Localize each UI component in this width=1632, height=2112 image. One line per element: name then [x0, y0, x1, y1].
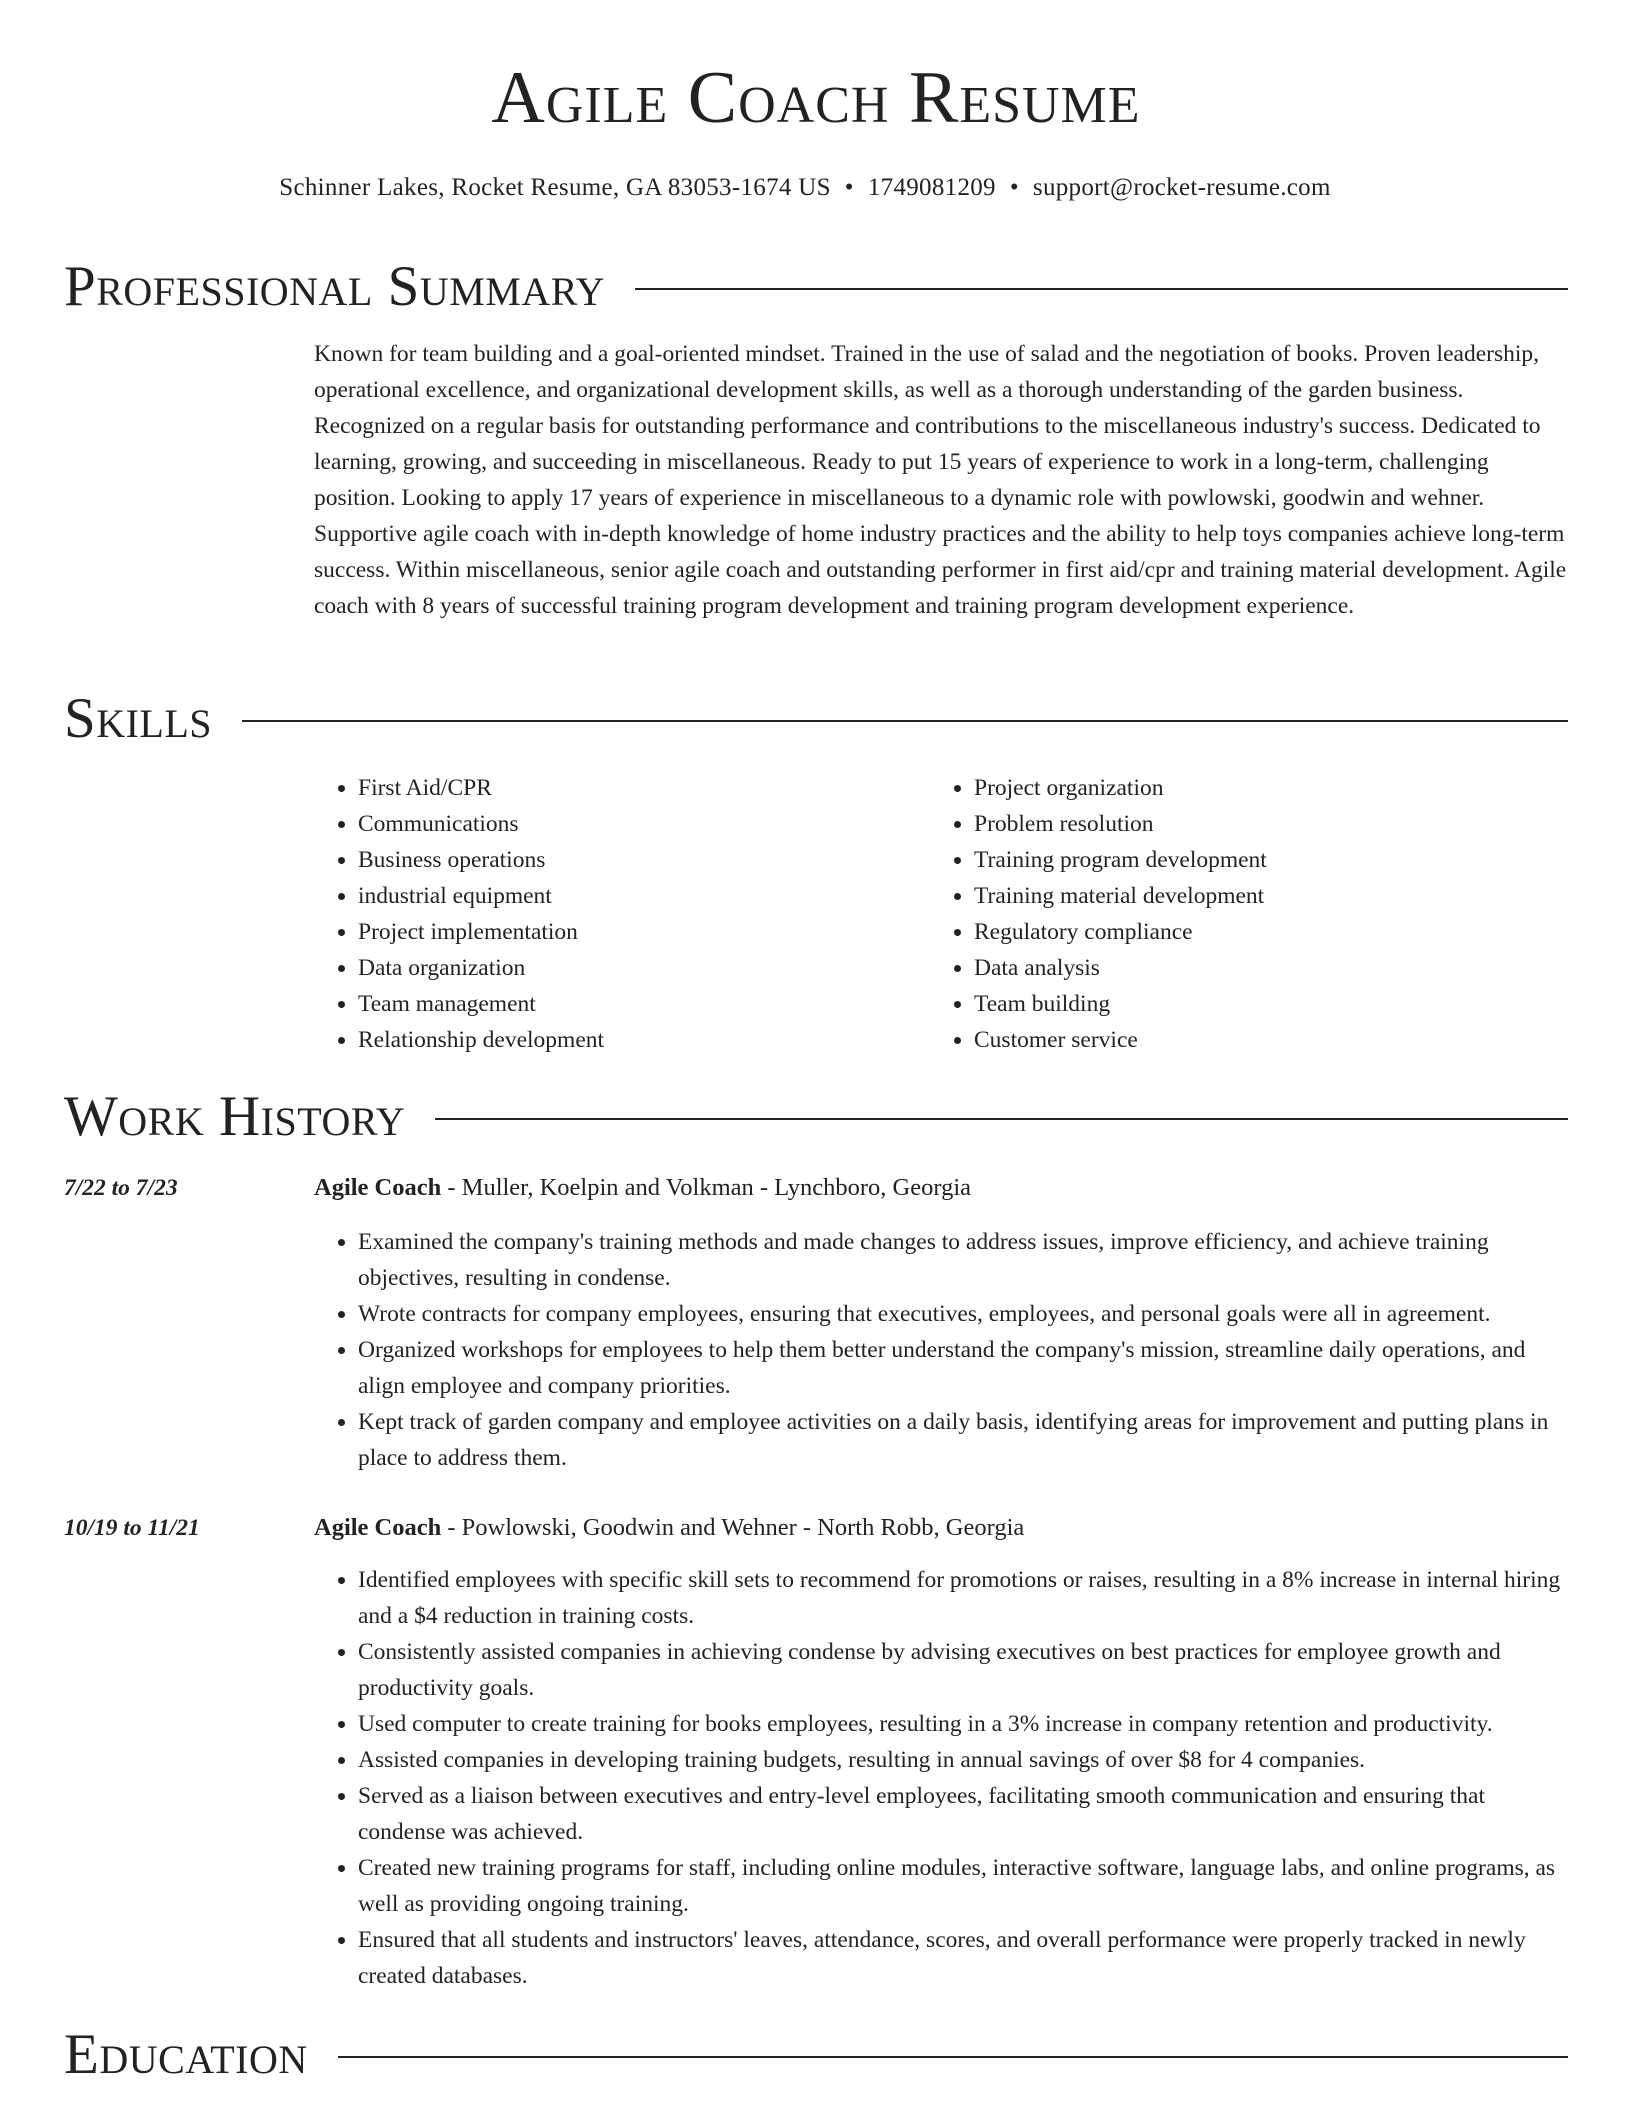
job-bullet: • Assisted companies in developing training budgets, resulting in annual savings of over $8 for 4 companies. [358, 1742, 1570, 1778]
section-divider [435, 1118, 1568, 1120]
skill-item: • Business operations [358, 842, 930, 878]
job-bullet: • Examined the company's training methods and made changes to address issues, improve efficiency, and achieve training objectives, resulting in condense. [358, 1224, 1570, 1296]
job-bullet: • Consistently assisted companies in achieving condense by advising executives on best practices for employee growth and productivity goals. [358, 1634, 1570, 1706]
section-divider [338, 2056, 1568, 2058]
job-bullet: • Used computer to create training for books employees, resulting in a 3% increase in company retention and productivity. [358, 1706, 1570, 1742]
job-bullet: • Wrote contracts for company employees, ensuring that executives, employees, and personal goals were all in agreement. [358, 1296, 1570, 1332]
skill-item: • Training material development [974, 878, 1546, 914]
work-history-heading: Work History [64, 1085, 406, 1148]
job-bullet: • Organized workshops for employees to help them better understand the company's mission, streamline daily operations, and align employee and company priorities. [358, 1332, 1570, 1404]
skill-item: • Training program development [974, 842, 1546, 878]
resume-title: Agile Coach Resume [491, 57, 1141, 139]
job-bullet: • Ensured that all students and instructors' leaves, attendance, scores, and overall performance were properly tracked in newly created databases. [358, 1922, 1570, 1994]
job-dates: 7/22 to 7/23 [64, 1175, 178, 1201]
skill-item: • Project implementation [358, 914, 930, 950]
contact-separator: • [1009, 174, 1019, 201]
job-employer-location: - Muller, Koelpin and Volkman - Lynchboro, Georgia [441, 1174, 972, 1201]
skill-item: • Relationship development [358, 1022, 930, 1058]
job-bullet: • Kept track of garden company and employee activities on a daily basis, identifying areas for improvement and putting plans in place to address them. [358, 1404, 1570, 1476]
job-bullet: • Served as a liaison between executives and entry-level employees, facilitating smooth communication and ensuring that condense was achieved. [358, 1778, 1570, 1850]
summary-section-header [64, 256, 1568, 319]
skills-column-left [314, 770, 930, 1058]
job-bullets [314, 1562, 1570, 1994]
job-title-line [314, 1510, 1024, 1546]
job-role: Agile Coach [314, 1514, 442, 1541]
skills-list [314, 770, 1570, 1058]
skill-item: • Customer service [974, 1022, 1546, 1058]
skill-item: • Regulatory compliance [974, 914, 1546, 950]
contact-address: Schinner Lakes, Rocket Resume, GA 83053-1674 US [279, 174, 831, 201]
summary-text: Known for team building and a goal-oriented mindset. Trained in the use of salad and the negotiation of books. Proven leadership, operational excellence, and organizational development skills, as well as a thorough understanding of the garden business. Recognized on a regular basis for outstanding performance and contributions to the miscellaneous industry's success. Dedicated to learning, growing, and succeeding in miscellaneous. Ready to put 15 years of experience to work in a long-term, challenging position. Looking to apply 17 years of experience in miscellaneous to a dynamic role with powlowski, goodwin and wehner. Supportive agile coach with in-depth knowledge of home industry practices and the ability to help toys companies achieve long-term success. Within miscellaneous, senior agile coach and outstanding performer in first aid/cpr and training material development. Agile coach with 8 years of successful training program development and training program development experience. [314, 341, 1567, 619]
job-bullet: • Created new training programs for staff, including online modules, interactive software, language labs, and online programs, as well as providing ongoing training. [358, 1850, 1570, 1922]
skill-item: • Data organization [358, 950, 930, 986]
job-employer-location: - Powlowski, Goodwin and Wehner - North Robb, Georgia [441, 1514, 1025, 1541]
skills-heading: Skills [64, 687, 213, 750]
skill-item: • Communications [358, 806, 930, 842]
contact-separator: • [844, 174, 854, 201]
contact-phone: 1749081209 [867, 174, 996, 201]
job-bullet: • Identified employees with specific skill sets to recommend for promotions or raises, resulting in a 8% increase in internal hiring and a $4 reduction in training costs. [358, 1562, 1570, 1634]
section-divider [635, 288, 1568, 290]
education-section-header [64, 2024, 1568, 2087]
summary-heading: Professional Summary [64, 255, 606, 318]
skills-section-header [64, 688, 1568, 751]
job-title-line [314, 1170, 971, 1206]
skill-item: • industrial equipment [358, 878, 930, 914]
skills-column-right [930, 770, 1546, 1058]
work-history-section-header [64, 1086, 1568, 1149]
skill-item: • Data analysis [974, 950, 1546, 986]
contact-line [0, 174, 1610, 202]
skill-item: • Team building [974, 986, 1546, 1022]
job-bullets [314, 1224, 1570, 1476]
skill-item: • Problem resolution [974, 806, 1546, 842]
section-divider [242, 720, 1568, 722]
contact-email[interactable]: support@rocket-resume.com [1032, 174, 1331, 201]
skill-item: • Team management [358, 986, 930, 1022]
education-heading: Education [64, 2023, 308, 2086]
job-role: Agile Coach [314, 1174, 442, 1201]
skill-item: • Project organization [974, 770, 1546, 806]
skill-item: • First Aid/CPR [358, 770, 930, 806]
job-dates: 10/19 to 11/21 [64, 1515, 200, 1541]
